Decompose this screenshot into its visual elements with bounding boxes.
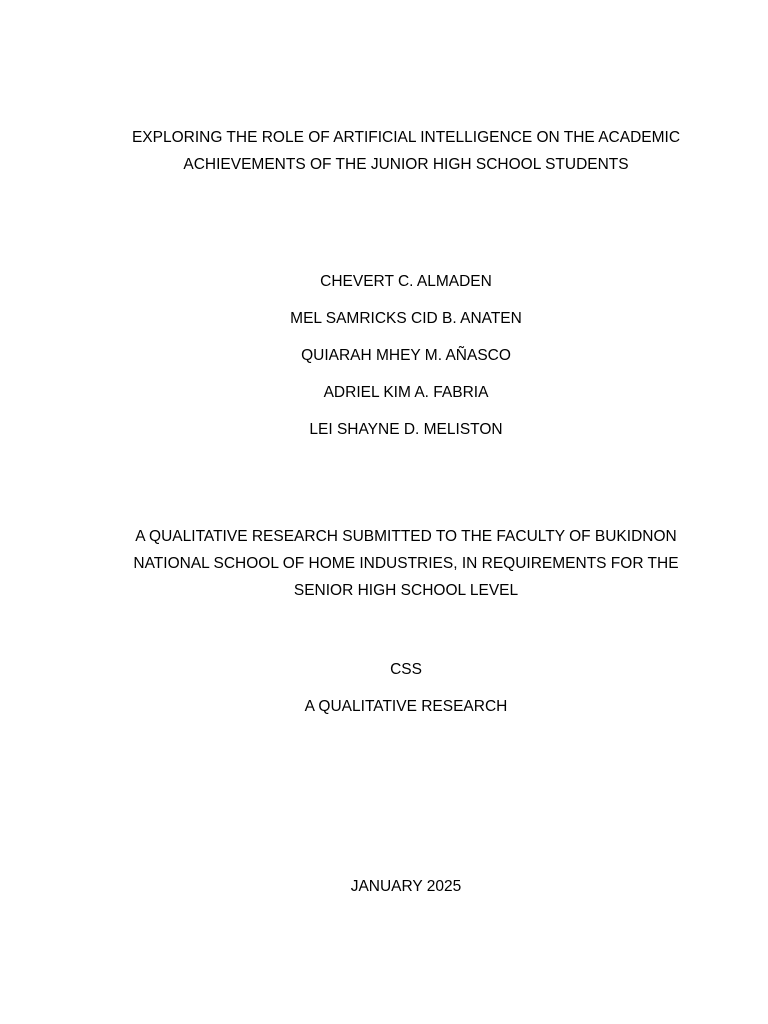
author-list: [0, 263, 768, 448]
author-name: ADRIEL KIM A. FABRIA: [323, 384, 489, 401]
title-line-2: ACHIEVEMENTS OF THE JUNIOR HIGH SCHOOL STUDENTS: [183, 156, 629, 173]
author-name: MEL SAMRICKS CID B. ANATEN: [290, 310, 522, 327]
course-info: [0, 651, 768, 725]
author-name: QUIARAH MHEY M. AÑASCO: [301, 347, 511, 364]
submission-line-3: SENIOR HIGH SCHOOL LEVEL: [293, 582, 519, 599]
research-type: A QUALITATIVE RESEARCH: [304, 698, 508, 715]
submission-line-2: NATIONAL SCHOOL OF HOME INDUSTRIES, IN REQUIREMENTS FOR THE: [133, 555, 679, 572]
submission-line-1: A QUALITATIVE RESEARCH SUBMITTED TO THE FACULTY OF BUKIDNON: [135, 528, 677, 545]
author-name: LEI SHAYNE D. MELISTON: [309, 421, 503, 438]
author-name: CHEVERT C. ALMADEN: [320, 273, 492, 290]
course-code: CSS: [390, 661, 422, 678]
submission-statement: [0, 523, 768, 604]
submission-date-block: [0, 873, 768, 900]
research-title: [0, 124, 768, 178]
submission-date: JANUARY 2025: [350, 878, 462, 895]
title-line-1: EXPLORING THE ROLE OF ARTIFICIAL INTELLIGENCE ON THE ACADEMIC: [131, 129, 681, 146]
